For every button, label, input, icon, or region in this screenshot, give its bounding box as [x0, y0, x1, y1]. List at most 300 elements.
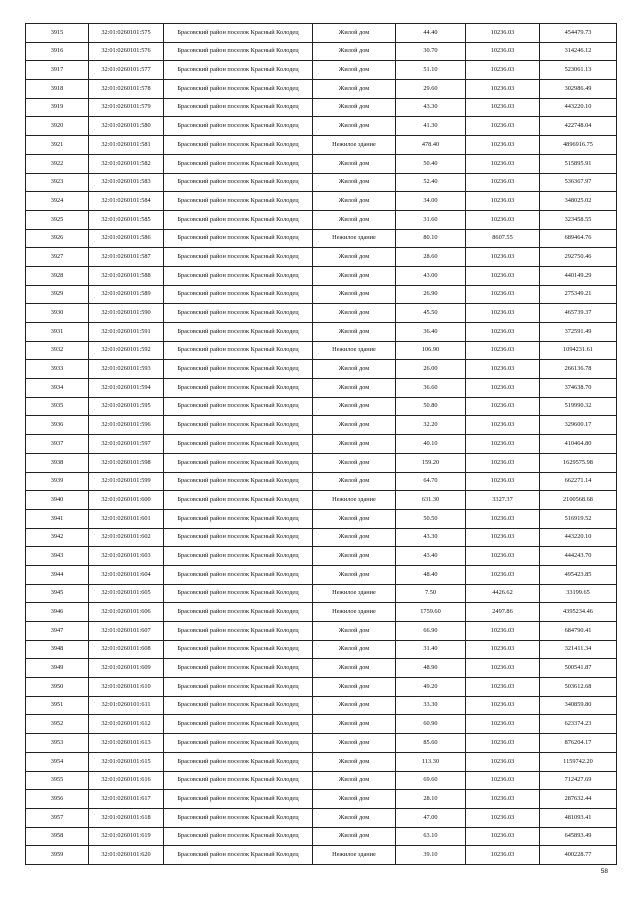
object-type-cell: Жилой дом [313, 678, 396, 697]
cadastral-value-cell: 292750.46 [540, 248, 617, 267]
unit-price-cell: 10236.03 [466, 304, 540, 323]
table-row [26, 678, 617, 697]
row-index-cell: 3957 [26, 808, 89, 827]
table-row [26, 248, 617, 267]
object-type-cell: Жилой дом [313, 117, 396, 136]
cadastral-number-cell: 32:01:0260101:580 [89, 117, 164, 136]
row-index-cell: 3956 [26, 790, 89, 809]
unit-price-cell: 10236.03 [466, 210, 540, 229]
row-index-cell: 3949 [26, 659, 89, 678]
area-cell: 30.70 [396, 42, 466, 61]
table-row [26, 771, 617, 790]
unit-price-cell: 10236.03 [466, 622, 540, 641]
area-cell: 50.40 [396, 154, 466, 173]
address-cell: Брасовский район поселок Красный Колодец [164, 24, 313, 43]
unit-price-cell: 10236.03 [466, 192, 540, 211]
unit-price-cell: 10236.03 [466, 80, 540, 99]
row-index-cell: 3933 [26, 360, 89, 379]
address-cell: Брасовский район поселок Красный Колодец [164, 547, 313, 566]
table-row [26, 565, 617, 584]
unit-price-cell: 10236.03 [466, 696, 540, 715]
row-index-cell: 3919 [26, 98, 89, 117]
address-cell: Брасовский район поселок Красный Колодец [164, 659, 313, 678]
table-row [26, 210, 617, 229]
area-cell: 44.40 [396, 24, 466, 43]
row-index-cell: 3941 [26, 509, 89, 528]
cadastral-number-cell: 32:01:0260101:619 [89, 827, 164, 846]
object-type-cell: Жилой дом [313, 771, 396, 790]
table-row [26, 528, 617, 547]
cadastral-value-cell: 302986.49 [540, 80, 617, 99]
cadastral-value-cell: 481093.41 [540, 808, 617, 827]
object-type-cell: Жилой дом [313, 397, 396, 416]
area-cell: 26.00 [396, 360, 466, 379]
row-index-cell: 3942 [26, 528, 89, 547]
unit-price-cell: 10236.03 [466, 547, 540, 566]
area-cell: 113.30 [396, 752, 466, 771]
table-row [26, 752, 617, 771]
table-row [26, 154, 617, 173]
address-cell: Брасовский район поселок Красный Колодец [164, 266, 313, 285]
cadastral-number-cell: 32:01:0260101:592 [89, 341, 164, 360]
cadastral-number-cell: 32:01:0260101:616 [89, 771, 164, 790]
object-type-cell: Жилой дом [313, 640, 396, 659]
object-type-cell: Жилой дом [313, 285, 396, 304]
cadastral-number-cell: 32:01:0260101:582 [89, 154, 164, 173]
row-index-cell: 3944 [26, 565, 89, 584]
row-index-cell: 3936 [26, 416, 89, 435]
unit-price-cell: 10236.03 [466, 472, 540, 491]
table-row [26, 42, 617, 61]
area-cell: 43.00 [396, 266, 466, 285]
cadastral-number-cell: 32:01:0260101:591 [89, 323, 164, 342]
cadastral-value-cell: 321411.34 [540, 640, 617, 659]
unit-price-cell: 10236.03 [466, 827, 540, 846]
unit-price-cell: 10236.03 [466, 323, 540, 342]
row-index-cell: 3918 [26, 80, 89, 99]
unit-price-cell: 10236.03 [466, 435, 540, 454]
row-index-cell: 3916 [26, 42, 89, 61]
unit-price-cell: 10236.03 [466, 734, 540, 753]
cadastral-number-cell: 32:01:0260101:603 [89, 547, 164, 566]
cadastral-number-cell: 32:01:0260101:613 [89, 734, 164, 753]
area-cell: 34.00 [396, 192, 466, 211]
cadastral-value-cell: 523061.13 [540, 61, 617, 80]
unit-price-cell: 10236.03 [466, 117, 540, 136]
table-row [26, 640, 617, 659]
area-cell: 41.30 [396, 117, 466, 136]
object-type-cell: Жилой дом [313, 80, 396, 99]
object-type-cell: Жилой дом [313, 323, 396, 342]
row-index-cell: 3931 [26, 323, 89, 342]
table-row [26, 323, 617, 342]
object-type-cell: Жилой дом [313, 509, 396, 528]
table-row [26, 192, 617, 211]
row-index-cell: 3930 [26, 304, 89, 323]
address-cell: Брасовский район поселок Красный Колодец [164, 734, 313, 753]
row-index-cell: 3929 [26, 285, 89, 304]
object-type-cell: Жилой дом [313, 61, 396, 80]
table-row [26, 98, 617, 117]
object-type-cell: Жилой дом [313, 752, 396, 771]
unit-price-cell: 10236.03 [466, 173, 540, 192]
cadastral-number-cell: 32:01:0260101:589 [89, 285, 164, 304]
unit-price-cell: 10236.03 [466, 509, 540, 528]
cadastral-value-cell: 2100568.68 [540, 491, 617, 510]
address-cell: Брасовский район поселок Красный Колодец [164, 528, 313, 547]
row-index-cell: 3920 [26, 117, 89, 136]
unit-price-cell: 10236.03 [466, 248, 540, 267]
object-type-cell: Жилой дом [313, 715, 396, 734]
area-cell: 29.60 [396, 80, 466, 99]
cadastral-value-cell: 374638.70 [540, 379, 617, 398]
area-cell: 31.60 [396, 210, 466, 229]
row-index-cell: 3934 [26, 379, 89, 398]
area-cell: 1759.60 [396, 603, 466, 622]
area-cell: 631.30 [396, 491, 466, 510]
cadastral-number-cell: 32:01:0260101:590 [89, 304, 164, 323]
area-cell: 36.40 [396, 323, 466, 342]
area-cell: 40.10 [396, 435, 466, 454]
unit-price-cell: 10236.03 [466, 397, 540, 416]
table-row [26, 266, 617, 285]
row-index-cell: 3953 [26, 734, 89, 753]
object-type-cell: Жилой дом [313, 210, 396, 229]
unit-price-cell: 10236.03 [466, 808, 540, 827]
table-row [26, 136, 617, 155]
table-row [26, 603, 617, 622]
address-cell: Брасовский район поселок Красный Колодец [164, 846, 313, 865]
address-cell: Брасовский район поселок Красный Колодец [164, 790, 313, 809]
table-row [26, 790, 617, 809]
table-row [26, 379, 617, 398]
address-cell: Брасовский район поселок Красный Колодец [164, 752, 313, 771]
row-index-cell: 3927 [26, 248, 89, 267]
cadastral-value-cell: 340859.80 [540, 696, 617, 715]
address-cell: Брасовский район поселок Красный Колодец [164, 285, 313, 304]
cadastral-number-cell: 32:01:0260101:604 [89, 565, 164, 584]
address-cell: Брасовский район поселок Красный Колодец [164, 341, 313, 360]
area-cell: 26.90 [396, 285, 466, 304]
object-type-cell: Жилой дом [313, 808, 396, 827]
address-cell: Брасовский район поселок Красный Колодец [164, 210, 313, 229]
cadastral-number-cell: 32:01:0260101:609 [89, 659, 164, 678]
unit-price-cell: 10236.03 [466, 771, 540, 790]
cadastral-value-cell: 519990.32 [540, 397, 617, 416]
cadastral-value-cell: 645893.49 [540, 827, 617, 846]
address-cell: Брасовский район поселок Красный Колодец [164, 323, 313, 342]
cadastral-value-cell: 348025.02 [540, 192, 617, 211]
row-index-cell: 3954 [26, 752, 89, 771]
cadastral-number-cell: 32:01:0260101:606 [89, 603, 164, 622]
cadastral-value-cell: 275349.21 [540, 285, 617, 304]
address-cell: Брасовский район поселок Красный Колодец [164, 584, 313, 603]
unit-price-cell: 10236.03 [466, 640, 540, 659]
cadastral-value-cell: 515895.91 [540, 154, 617, 173]
object-type-cell: Нежилое здание [313, 491, 396, 510]
address-cell: Брасовский район поселок Красный Колодец [164, 603, 313, 622]
object-type-cell: Жилой дом [313, 416, 396, 435]
table-row [26, 61, 617, 80]
cadastral-value-cell: 536367.97 [540, 173, 617, 192]
object-type-cell: Нежилое здание [313, 603, 396, 622]
cadastral-value-cell: 454479.73 [540, 24, 617, 43]
address-cell: Брасовский район поселок Красный Колодец [164, 678, 313, 697]
object-type-cell: Нежилое здание [313, 229, 396, 248]
cadastral-value-cell: 689464.76 [540, 229, 617, 248]
cadastral-value-cell: 400228.77 [540, 846, 617, 865]
object-type-cell: Нежилое здание [313, 341, 396, 360]
row-index-cell: 3925 [26, 210, 89, 229]
row-index-cell: 3958 [26, 827, 89, 846]
area-cell: 47.00 [396, 808, 466, 827]
cadastral-number-cell: 32:01:0260101:577 [89, 61, 164, 80]
address-cell: Брасовский район поселок Красный Колодец [164, 808, 313, 827]
object-type-cell: Жилой дом [313, 453, 396, 472]
table-row [26, 509, 617, 528]
cadastral-value-cell: 287632.44 [540, 790, 617, 809]
area-cell: 48.40 [396, 565, 466, 584]
row-index-cell: 3922 [26, 154, 89, 173]
area-cell: 43.30 [396, 98, 466, 117]
table-row [26, 397, 617, 416]
row-index-cell: 3937 [26, 435, 89, 454]
row-index-cell: 3928 [26, 266, 89, 285]
row-index-cell: 3940 [26, 491, 89, 510]
address-cell: Брасовский район поселок Красный Колодец [164, 136, 313, 155]
row-index-cell: 3935 [26, 397, 89, 416]
address-cell: Брасовский район поселок Красный Колодец [164, 379, 313, 398]
cadastral-value-cell: 503612.68 [540, 678, 617, 697]
address-cell: Брасовский район поселок Красный Колодец [164, 173, 313, 192]
area-cell: 66.90 [396, 622, 466, 641]
table-body [26, 24, 617, 865]
cadastral-number-cell: 32:01:0260101:576 [89, 42, 164, 61]
cadastral-value-cell: 1629575.98 [540, 453, 617, 472]
table-row [26, 341, 617, 360]
address-cell: Брасовский район поселок Красный Колодец [164, 472, 313, 491]
table-row [26, 472, 617, 491]
object-type-cell: Жилой дом [313, 360, 396, 379]
area-cell: 33.30 [396, 696, 466, 715]
cadastral-value-cell: 623374.23 [540, 715, 617, 734]
cadastral-value-cell: 4896916.75 [540, 136, 617, 155]
area-cell: 60.90 [396, 715, 466, 734]
cadastral-number-cell: 32:01:0260101:578 [89, 80, 164, 99]
table-row [26, 696, 617, 715]
cadastral-value-cell: 266136.78 [540, 360, 617, 379]
cadastral-number-cell: 32:01:0260101:595 [89, 397, 164, 416]
cadastral-number-cell: 32:01:0260101:585 [89, 210, 164, 229]
address-cell: Брасовский район поселок Красный Колодец [164, 565, 313, 584]
row-index-cell: 3921 [26, 136, 89, 155]
object-type-cell: Жилой дом [313, 379, 396, 398]
row-index-cell: 3946 [26, 603, 89, 622]
area-cell: 69.60 [396, 771, 466, 790]
cadastral-value-cell: 443220.10 [540, 98, 617, 117]
table-row [26, 622, 617, 641]
object-type-cell: Жилой дом [313, 528, 396, 547]
cadastral-value-cell: 444243.70 [540, 547, 617, 566]
object-type-cell: Жилой дом [313, 696, 396, 715]
area-cell: 7.50 [396, 584, 466, 603]
cadastral-table [25, 23, 617, 865]
unit-price-cell: 10236.03 [466, 790, 540, 809]
object-type-cell: Жилой дом [313, 266, 396, 285]
table-row [26, 360, 617, 379]
cadastral-value-cell: 323458.55 [540, 210, 617, 229]
address-cell: Брасовский район поселок Красный Колодец [164, 453, 313, 472]
table-row [26, 491, 617, 510]
cadastral-number-cell: 32:01:0260101:599 [89, 472, 164, 491]
address-cell: Брасовский район поселок Красный Колодец [164, 154, 313, 173]
cadastral-value-cell: 662271.14 [540, 472, 617, 491]
address-cell: Брасовский район поселок Красный Колодец [164, 771, 313, 790]
table-row [26, 285, 617, 304]
address-cell: Брасовский район поселок Красный Колодец [164, 509, 313, 528]
cadastral-value-cell: 4395234.46 [540, 603, 617, 622]
unit-price-cell: 10236.03 [466, 379, 540, 398]
row-index-cell: 3948 [26, 640, 89, 659]
cadastral-value-cell: 500541.87 [540, 659, 617, 678]
unit-price-cell: 10236.03 [466, 341, 540, 360]
unit-price-cell: 10236.03 [466, 61, 540, 80]
area-cell: 63.10 [396, 827, 466, 846]
area-cell: 106.90 [396, 341, 466, 360]
row-index-cell: 3945 [26, 584, 89, 603]
address-cell: Брасовский район поселок Красный Колодец [164, 696, 313, 715]
unit-price-cell: 10236.03 [466, 154, 540, 173]
cadastral-number-cell: 32:01:0260101:588 [89, 266, 164, 285]
table-row [26, 715, 617, 734]
cadastral-number-cell: 32:01:0260101:581 [89, 136, 164, 155]
object-type-cell: Жилой дом [313, 734, 396, 753]
object-type-cell: Жилой дом [313, 827, 396, 846]
cadastral-number-cell: 32:01:0260101:607 [89, 622, 164, 641]
area-cell: 45.50 [396, 304, 466, 323]
address-cell: Брасовский район поселок Красный Колодец [164, 42, 313, 61]
unit-price-cell: 10236.03 [466, 528, 540, 547]
object-type-cell: Жилой дом [313, 790, 396, 809]
page-number: 58 [600, 868, 608, 875]
address-cell: Брасовский район поселок Красный Колодец [164, 715, 313, 734]
cadastral-number-cell: 32:01:0260101:594 [89, 379, 164, 398]
cadastral-number-cell: 32:01:0260101:612 [89, 715, 164, 734]
cadastral-value-cell: 1094231.61 [540, 341, 617, 360]
object-type-cell: Жилой дом [313, 173, 396, 192]
table-row [26, 846, 617, 865]
cadastral-number-cell: 32:01:0260101:620 [89, 846, 164, 865]
object-type-cell: Жилой дом [313, 659, 396, 678]
address-cell: Брасовский район поселок Красный Колодец [164, 622, 313, 641]
row-index-cell: 3959 [26, 846, 89, 865]
cadastral-value-cell: 440149.29 [540, 266, 617, 285]
address-cell: Брасовский район поселок Красный Колодец [164, 416, 313, 435]
area-cell: 51.10 [396, 61, 466, 80]
area-cell: 43.40 [396, 547, 466, 566]
address-cell: Брасовский район поселок Красный Колодец [164, 117, 313, 136]
area-cell: 28.60 [396, 248, 466, 267]
unit-price-cell: 10236.03 [466, 98, 540, 117]
address-cell: Брасовский район поселок Красный Колодец [164, 192, 313, 211]
area-cell: 85.60 [396, 734, 466, 753]
cadastral-value-cell: 684790.41 [540, 622, 617, 641]
address-cell: Брасовский район поселок Красный Колодец [164, 248, 313, 267]
unit-price-cell: 10236.03 [466, 360, 540, 379]
cadastral-value-cell: 329600.17 [540, 416, 617, 435]
table-row [26, 659, 617, 678]
object-type-cell: Нежилое здание [313, 584, 396, 603]
object-type-cell: Жилой дом [313, 565, 396, 584]
row-index-cell: 3943 [26, 547, 89, 566]
table-row [26, 173, 617, 192]
table-row [26, 24, 617, 43]
unit-price-cell: 10236.03 [466, 846, 540, 865]
unit-price-cell: 10236.03 [466, 715, 540, 734]
table-row [26, 229, 617, 248]
cadastral-number-cell: 32:01:0260101:587 [89, 248, 164, 267]
cadastral-number-cell: 32:01:0260101:583 [89, 173, 164, 192]
row-index-cell: 3926 [26, 229, 89, 248]
address-cell: Брасовский район поселок Красный Колодец [164, 435, 313, 454]
address-cell: Брасовский район поселок Красный Колодец [164, 360, 313, 379]
area-cell: 48.90 [396, 659, 466, 678]
row-index-cell: 3917 [26, 61, 89, 80]
table-row [26, 827, 617, 846]
object-type-cell: Жилой дом [313, 304, 396, 323]
cadastral-number-cell: 32:01:0260101:615 [89, 752, 164, 771]
cadastral-value-cell: 465739.37 [540, 304, 617, 323]
cadastral-number-cell: 32:01:0260101:601 [89, 509, 164, 528]
table-row [26, 304, 617, 323]
area-cell: 50.80 [396, 397, 466, 416]
address-cell: Брасовский район поселок Красный Колодец [164, 827, 313, 846]
cadastral-number-cell: 32:01:0260101:605 [89, 584, 164, 603]
object-type-cell: Жилой дом [313, 42, 396, 61]
unit-price-cell: 2497.86 [466, 603, 540, 622]
area-cell: 39.10 [396, 846, 466, 865]
area-cell: 64.70 [396, 472, 466, 491]
unit-price-cell: 4426.62 [466, 584, 540, 603]
cadastral-number-cell: 32:01:0260101:579 [89, 98, 164, 117]
area-cell: 31.40 [396, 640, 466, 659]
row-index-cell: 3955 [26, 771, 89, 790]
unit-price-cell: 10236.03 [466, 565, 540, 584]
area-cell: 43.30 [396, 528, 466, 547]
unit-price-cell: 3327.37 [466, 491, 540, 510]
area-cell: 52.40 [396, 173, 466, 192]
object-type-cell: Нежилое здание [313, 136, 396, 155]
cadastral-number-cell: 32:01:0260101:596 [89, 416, 164, 435]
row-index-cell: 3947 [26, 622, 89, 641]
cadastral-number-cell: 32:01:0260101:586 [89, 229, 164, 248]
object-type-cell: Жилой дом [313, 98, 396, 117]
cadastral-number-cell: 32:01:0260101:598 [89, 453, 164, 472]
table-row [26, 808, 617, 827]
unit-price-cell: 10236.03 [466, 285, 540, 304]
table-row [26, 117, 617, 136]
cadastral-number-cell: 32:01:0260101:602 [89, 528, 164, 547]
area-cell: 49.20 [396, 678, 466, 697]
area-cell: 478.40 [396, 136, 466, 155]
row-index-cell: 3950 [26, 678, 89, 697]
unit-price-cell: 10236.03 [466, 136, 540, 155]
address-cell: Брасовский район поселок Красный Колодец [164, 229, 313, 248]
row-index-cell: 3939 [26, 472, 89, 491]
unit-price-cell: 10236.03 [466, 678, 540, 697]
cadastral-value-cell: 314246.12 [540, 42, 617, 61]
object-type-cell: Жилой дом [313, 547, 396, 566]
